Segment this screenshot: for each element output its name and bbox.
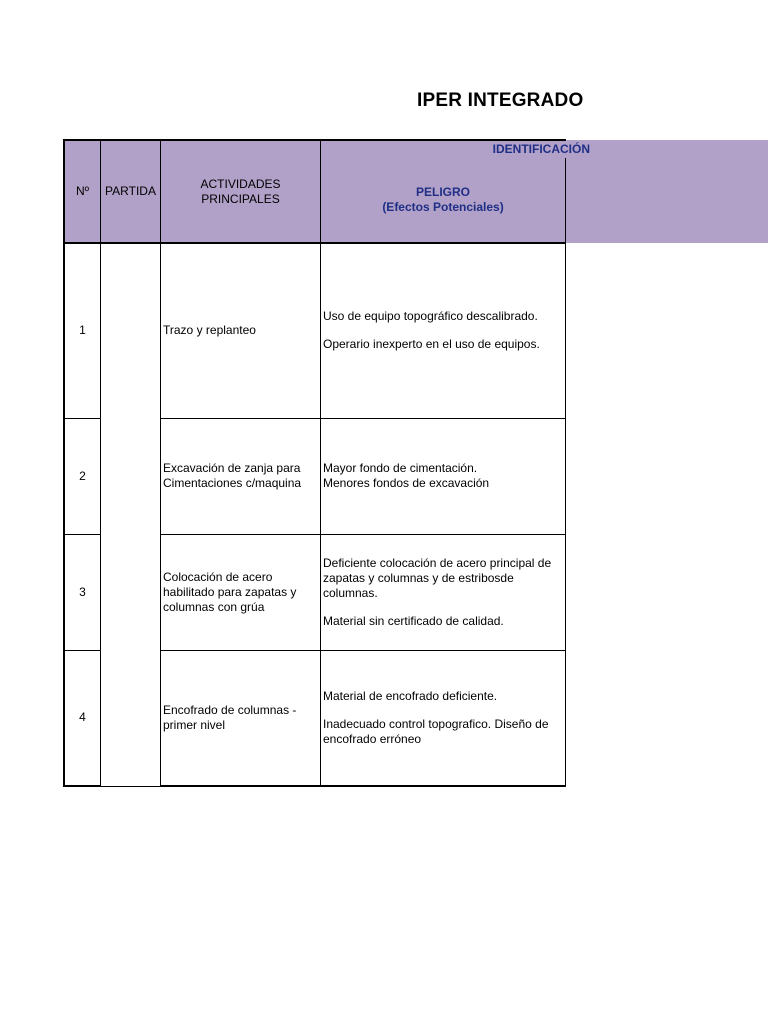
- header-number: [63, 139, 101, 244]
- hazard-text: Material de encofrado deficiente.: [323, 688, 498, 703]
- row-activity-text: Trazo y replanteo: [163, 323, 256, 337]
- partida-merged-cell: [100, 243, 161, 787]
- hazard-text: Menores fondos de excavación: [323, 476, 490, 490]
- header-band-extension: [566, 140, 768, 243]
- row-number: [63, 650, 101, 787]
- header-hazard-line1: PELIGRO: [415, 185, 470, 199]
- row-hazard: [320, 534, 566, 651]
- row-activity: [160, 650, 321, 787]
- row-number-label: 2: [79, 468, 86, 483]
- row-hazard: [320, 243, 566, 419]
- row-activity: [160, 534, 321, 651]
- row-number: [63, 534, 101, 651]
- header-identification: [320, 139, 590, 159]
- hazard-text: Mayor fondo de cimentación.: [323, 461, 478, 475]
- page-title: IPER INTEGRADO: [417, 90, 584, 111]
- header-identification-label: IDENTIFICACIÓN: [492, 142, 590, 156]
- row-hazard: [320, 650, 566, 787]
- row-number: [63, 418, 101, 535]
- hazard-text: Deficiente colocación de acero principal de zapatas y columnas y de estribosde columnas.: [323, 555, 552, 600]
- hazard-text: Operario inexperto en el uso de equipos.: [323, 337, 540, 351]
- header-number-label: Nº: [75, 184, 90, 198]
- hazard-text: Inadecuado control topografico. Diseño de encofrado erróneo: [323, 716, 549, 746]
- row-activity: [160, 243, 321, 419]
- header-hazard-line2: (Efectos Potenciales): [382, 200, 504, 214]
- hazard-text: Material sin certificado de calidad.: [323, 613, 504, 628]
- row-activity-text: Encofrado de columnas - primer nivel: [163, 702, 297, 732]
- row-activity-text: Excavación de zanja para Cimentaciones c/maquina: [163, 461, 302, 490]
- row-activity-text: Colocación de acero habilitado para zapatas y columnas con grúa: [163, 569, 297, 614]
- header-activities: [160, 139, 321, 244]
- row-number: [63, 243, 101, 419]
- header-hazard: [320, 158, 566, 244]
- row-number-label: 1: [79, 323, 86, 337]
- header-activities-label: ACTIVIDADES PRINCIPALES: [200, 176, 281, 206]
- hazard-text: Uso de equipo topográfico descalibrado.: [323, 309, 538, 323]
- header-partida-label: PARTIDA: [105, 184, 156, 198]
- row-activity: [160, 418, 321, 535]
- row-number-label: 4: [79, 710, 86, 724]
- row-number-label: 3: [79, 584, 86, 599]
- header-partida: [100, 139, 161, 244]
- row-hazard: [320, 418, 566, 535]
